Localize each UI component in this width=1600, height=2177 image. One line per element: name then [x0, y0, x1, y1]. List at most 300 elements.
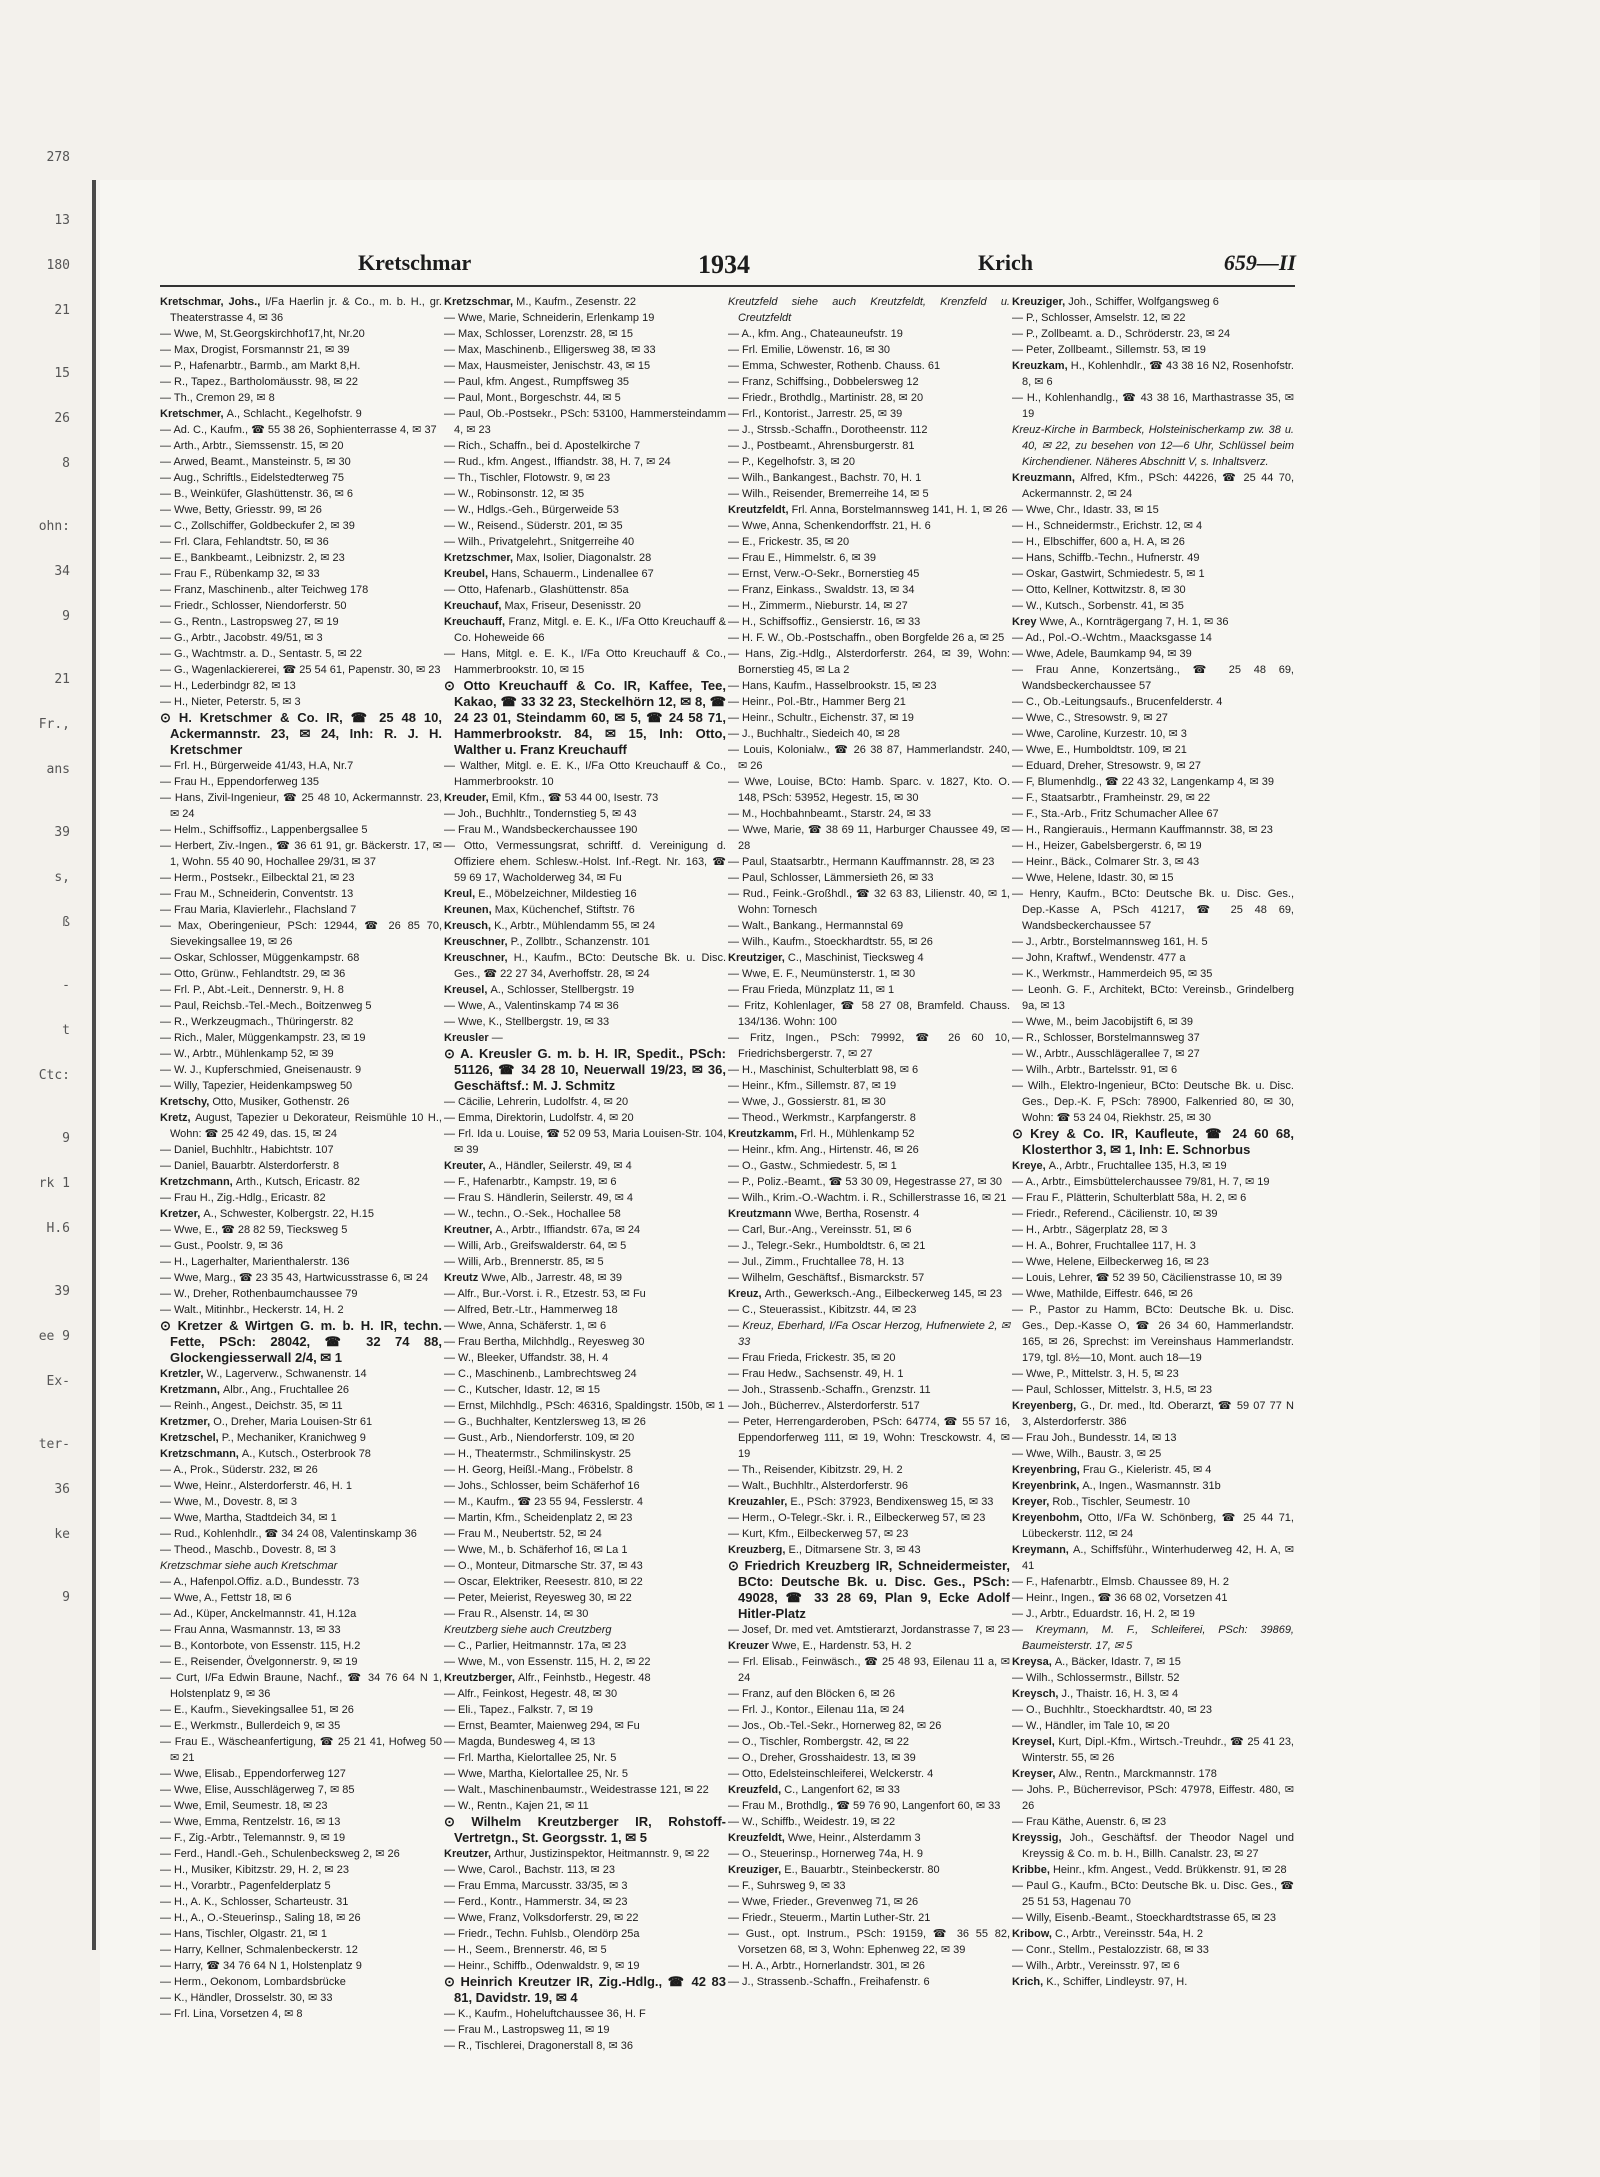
entry-surname: Kreuzfeldt,	[728, 1832, 788, 1844]
directory-entry	[444, 1750, 726, 1766]
entry-details: — Paul, Staatsarbtr., Hermann Kauffmannstr. 28, ✉ 23	[728, 856, 995, 868]
entry-details: — H., Schiffsoffiz., Gensierstr. 16, ✉ 33	[728, 616, 921, 628]
directory-entry	[444, 1926, 726, 1942]
firm-entry	[444, 1974, 726, 2006]
entry-details: — Walt., Maschinenbaumstr., Weidestrasse 121, ✉ 22	[444, 1784, 709, 1796]
directory-entry	[160, 1222, 442, 1238]
directory-entry	[160, 1094, 442, 1110]
entry-details: — Ernst, Milchhdlg., PSch: 46316, Spaldingstr. 150b, ✉ 1	[444, 1400, 725, 1412]
entry-details: — Aug., Schriftls., Eidelstedterweg 75	[160, 472, 345, 484]
entry-details: — Max, Drogist, Forsmannstr 21, ✉ 39	[160, 344, 350, 356]
directory-entry	[728, 822, 1010, 854]
directory-entry	[444, 1734, 726, 1750]
directory-entry	[444, 902, 726, 918]
directory-entry	[728, 1622, 1010, 1638]
entry-details: — W., Hdlgs.-Geh., Bürgerweide 53	[444, 504, 619, 516]
entry-details: A., Händler, Seilerstr. 49, ✉ 4	[488, 1160, 632, 1172]
entry-details: Wwe, A., Kornträgergang 7, H. 1, ✉ 36	[1039, 616, 1229, 628]
entry-details: — H. A., Bohrer, Fruchtallee 117, H. 3	[1012, 1240, 1196, 1252]
directory-entry	[728, 1254, 1010, 1270]
directory-entry	[1012, 1718, 1294, 1734]
entry-details: — Otto, Grünw., Fehlandtstr. 29, ✉ 36	[160, 968, 346, 980]
entry-surname: Kreyenbring,	[1012, 1464, 1083, 1476]
directory-entry	[444, 406, 726, 438]
entry-details: — H., Arbtr., Sägerplatz 28, ✉ 3	[1012, 1224, 1168, 1236]
directory-entry	[1012, 358, 1294, 390]
directory-entry	[160, 1878, 442, 1894]
entry-surname: Kreutzer,	[444, 1848, 495, 1860]
directory-entry	[444, 1126, 726, 1158]
directory-entry	[1012, 518, 1294, 534]
directory-entry	[444, 758, 726, 790]
entry-details: — K., Kaufm., Hoheluftchaussee 36, H. F	[444, 2008, 646, 2020]
entry-details: — Herm., O-Telegr.-Skr. i. R., Eilbeckerweg 57, ✉ 23	[728, 1512, 986, 1524]
directory-entry	[160, 1142, 442, 1158]
entry-details: — Friedr., Schlosser, Niendorferstr. 50	[160, 600, 347, 612]
entry-details: Hans, Schauerm., Lindenallee 67	[491, 568, 654, 580]
directory-entry	[728, 1958, 1010, 1974]
directory-entry	[728, 470, 1010, 486]
entry-details: — H., Maschinist, Schulterblatt 98, ✉ 6	[728, 1064, 919, 1076]
directory-entry	[444, 1382, 726, 1398]
margin-fragment: ohn:	[38, 519, 70, 534]
directory-entry	[444, 1670, 726, 1686]
directory-entry	[444, 1894, 726, 1910]
directory-entry	[444, 1574, 726, 1590]
entry-surname: Kreusler	[444, 1032, 492, 1044]
directory-entry	[444, 1718, 726, 1734]
directory-entry	[728, 1814, 1010, 1830]
directory-entry	[1012, 1814, 1294, 1830]
directory-entry	[728, 1878, 1010, 1894]
margin-fragment: 34	[54, 564, 70, 579]
entry-details: — Heinr., Schultr., Eichenstr. 37, ✉ 19	[728, 712, 914, 724]
directory-entry	[444, 1878, 726, 1894]
entry-details: — Frau Hedw., Sachsenstr. 49, H. 1	[728, 1368, 904, 1380]
directory-entry	[444, 2006, 726, 2022]
directory-entry	[160, 662, 442, 678]
directory-entry	[1012, 1926, 1294, 1942]
directory-entry	[160, 614, 442, 630]
entry-details: — Frau R., Alsenstr. 14, ✉ 30	[444, 1608, 589, 1620]
entry-details: — Frl., Kontorist., Jarrestr. 25, ✉ 39	[728, 408, 903, 420]
directory-entry	[1012, 790, 1294, 806]
entry-details: — Wilh., Schlossermstr., Billstr. 52	[1012, 1672, 1180, 1684]
directory-entry	[1012, 1510, 1294, 1542]
entry-details: — Max, Maschinenb., Elligersweg 38, ✉ 33	[444, 344, 656, 356]
directory-entry	[444, 1494, 726, 1510]
directory-entry	[1012, 390, 1294, 422]
directory-entry	[160, 598, 442, 614]
entry-details: — F., Hafenarbtr., Elmsb. Chaussee 89, H. 2	[1012, 1576, 1230, 1588]
directory-entry	[1012, 1782, 1294, 1814]
directory-entry	[444, 1446, 726, 1462]
directory-entry	[728, 1302, 1010, 1318]
directory-entry	[444, 950, 726, 982]
entry-details: — Heinr., Ingen., ☎ 36 68 02, Vorsetzen 41	[1012, 1592, 1228, 1604]
directory-entry	[728, 694, 1010, 710]
margin-fragment: ter-	[38, 1437, 70, 1452]
entry-details: — Frl. Lina, Vorsetzen 4, ✉ 8	[160, 2008, 303, 2020]
column-4	[1012, 294, 1294, 1988]
entry-details: Frl. H., Mühlenkamp 52	[800, 1128, 915, 1140]
directory-entry	[1012, 758, 1294, 774]
directory-entry	[444, 1654, 726, 1670]
directory-entry	[728, 854, 1010, 870]
directory-entry	[444, 1174, 726, 1190]
directory-entry	[160, 630, 442, 646]
entry-details: — R., Tischlerei, Dragonerstall 8, ✉ 36	[444, 2040, 633, 2052]
entry-details: Otto, I/Fa W. Schönberg, ☎ 25 44 71, Lübeckerstr. 112, ✉ 24	[1022, 1512, 1294, 1540]
entry-details: Alw., Rentn., Marckmannstr. 178	[1058, 1768, 1217, 1780]
entry-details: — O., Dreher, Grosshaidestr. 13, ✉ 39	[728, 1752, 916, 1764]
directory-entry	[1012, 1014, 1294, 1030]
directory-entry	[444, 1270, 726, 1286]
entry-details: — Wwe, Elise, Ausschlägerweg 7, ✉ 85	[160, 1784, 355, 1796]
entry-details: — Oskar, Schlosser, Müggenkampstr. 68	[160, 952, 360, 964]
directory-entry	[444, 1590, 726, 1606]
directory-entry	[728, 534, 1010, 550]
directory-entry	[728, 1286, 1010, 1302]
directory-entry	[1012, 1478, 1294, 1494]
directory-entry	[444, 1222, 726, 1238]
firm-entry	[728, 1558, 1010, 1622]
entry-details: Max, Küchenchef, Stiftstr. 76	[494, 904, 635, 916]
directory-entry	[1012, 1686, 1294, 1702]
entry-details: — E., Kaufm., Sievekingsallee 51, ✉ 26	[160, 1704, 354, 1716]
entry-details: — Louis, Kolonialw., ☎ 26 38 87, Hammerlandstr. 240, ✉ 26	[728, 744, 1010, 772]
entry-details: — Frau Emma, Marcusstr. 33/35, ✉ 3	[444, 1880, 628, 1892]
entry-details: — Ernst, Beamter, Maienweg 294, ✉ Fu	[444, 1720, 640, 1732]
entry-details: — H., Vorarbtr., Pagenfelderplatz 5	[160, 1880, 331, 1892]
entry-details: — C., Zollschiffer, Goldbeckufer 2, ✉ 39	[160, 520, 355, 532]
entry-details: — Frau M., Schneiderin, Conventstr. 13	[160, 888, 354, 900]
firm-entry	[160, 1318, 442, 1366]
entry-surname: Kreutzkamm,	[728, 1128, 801, 1140]
entry-details: Arth., Gewerksch.-Ang., Eilbeckerweg 145, ✉ 23	[764, 1288, 1002, 1300]
entry-details: — C., Kutscher, Idastr. 12, ✉ 15	[444, 1384, 600, 1396]
entry-details: — Wwe, A., Fettstr 18, ✉ 6	[160, 1592, 292, 1604]
entry-surname: Kreuzmann,	[1012, 472, 1081, 484]
directory-entry	[444, 1318, 726, 1334]
directory-entry	[728, 1222, 1010, 1238]
directory-entry	[444, 1238, 726, 1254]
directory-entry	[728, 1926, 1010, 1958]
entry-details: — Wwe, Betty, Griesstr. 99, ✉ 26	[160, 504, 322, 516]
entry-details: — Ernst, Verw.-O-Sekr., Bornerstieg 45	[728, 568, 920, 580]
entry-details: Wwe, E., Hardenstr. 53, H. 2	[772, 1640, 912, 1652]
entry-details: — Frl. J., Kontor., Eilenau 11a, ✉ 24	[728, 1704, 905, 1716]
directory-entry	[1012, 582, 1294, 598]
entry-details: — Otto, Vermessungsrat, schriftf. d. Vereinigung d. Offiziere ehem. Schlesw.-Holst. Inf.-Regt. Nr. 163, ☎ 59 69 17, Wacholderweg 34, ✉ Fu	[444, 840, 726, 884]
margin-fragment: ke	[54, 1527, 70, 1542]
directory-entry	[1012, 886, 1294, 934]
entry-details: A., Schiffsführ., Winterhuderweg 42, H. A, ✉ 41	[1022, 1544, 1294, 1572]
entry-details: — Walt., Mitinhbr., Heckerstr. 14, H. 2	[160, 1304, 344, 1316]
directory-entry	[160, 1862, 442, 1878]
entry-details: — Wwe, Mathilde, Eiffestr. 646, ✉ 26	[1012, 1288, 1193, 1300]
directory-entry	[1012, 934, 1294, 950]
directory-entry	[160, 950, 442, 966]
directory-entry	[1012, 1222, 1294, 1238]
directory-entry	[444, 1350, 726, 1366]
entry-surname: Kretzler,	[160, 1368, 207, 1380]
directory-entry	[160, 486, 442, 502]
entry-details: Max, Isolier, Diagonalstr. 28	[516, 552, 652, 564]
directory-entry	[444, 502, 726, 518]
directory-entry	[160, 758, 442, 774]
entry-details: Kretzschmar siehe auch Kretschmar	[160, 1560, 338, 1572]
directory-entry	[1012, 662, 1294, 694]
entry-details: — Franz, Einkass., Swaldstr. 13, ✉ 34	[728, 584, 915, 596]
entry-surname: Kretzschel,	[160, 1432, 222, 1444]
directory-entry	[1012, 1046, 1294, 1062]
directory-entry	[444, 1862, 726, 1878]
entry-details: A., Schwester, Kolbergstr. 22, H.15	[203, 1208, 375, 1220]
entry-details: — H., Schneidermstr., Erichstr. 12, ✉ 4	[1012, 520, 1203, 532]
directory-entry	[444, 598, 726, 614]
entry-details: C., Maschinist, Tiecksweg 4	[787, 952, 924, 964]
entry-details: — Gust., Arb., Niendorferstr. 109, ✉ 20	[444, 1432, 635, 1444]
directory-entry	[160, 1974, 442, 1990]
entry-details: A., Ingen., Wasmannstr. 31b	[1082, 1480, 1221, 1492]
margin-fragment: rk 1	[38, 1176, 70, 1191]
directory-entry	[728, 1398, 1010, 1414]
margin-fragment: ans	[46, 762, 70, 777]
margin-fragment: t	[62, 1023, 70, 1038]
entry-surname: Kreutner,	[444, 1224, 496, 1236]
margin-fragment: 8	[62, 456, 70, 471]
entry-details: Wwe, Bertha, Rosenstr. 4	[794, 1208, 920, 1220]
entry-surname: Kreuzer	[728, 1640, 773, 1652]
entry-details: — W., Schiffb., Weidestr. 19, ✉ 22	[728, 1816, 896, 1828]
entry-details: — Frau Anna, Wasmannstr. 13, ✉ 33	[160, 1624, 341, 1636]
directory-entry	[1012, 838, 1294, 854]
entry-details: — O., Monteur, Ditmarsche Str. 37, ✉ 43	[444, 1560, 643, 1572]
directory-entry	[160, 1078, 442, 1094]
directory-entry	[444, 486, 726, 502]
entry-details: Emil, Kfm., ☎ 53 44 00, Isestr. 73	[491, 792, 659, 804]
directory-entry	[1012, 742, 1294, 758]
entry-details: ⊙ Kretzer & Wirtgen G. m. b. H. IR, techn. Fette, PSch: 28042, ☎ 32 74 88, Glockengiesserwall 2/4, ✉ 1	[160, 1318, 442, 1365]
directory-entry	[1012, 1462, 1294, 1478]
directory-entry	[160, 1286, 442, 1302]
directory-entry	[160, 1430, 442, 1446]
entry-details: — J., Postbeamt., Ahrensburgerstr. 81	[728, 440, 915, 452]
entry-details: — Curt, I/Fa Edwin Braune, Nachf., ☎ 34 76 64 N 1, Holstenplatz 9, ✉ 36	[160, 1672, 442, 1700]
entry-details: — Rich., Schaffn., bei d. Apostelkirche 7	[444, 440, 641, 452]
entry-details: — Frl. P., Abt.-Leit., Dennerstr. 9, H. 8	[160, 984, 344, 996]
directory-entry	[728, 918, 1010, 934]
entry-details: — H., Lagerhalter, Marienthalerstr. 136	[160, 1256, 350, 1268]
directory-entry	[728, 1126, 1010, 1142]
entry-details: — W., Reisend., Süderstr. 201, ✉ 35	[444, 520, 623, 532]
entry-details: Kreutzberg siehe auch Creutzberg	[444, 1624, 612, 1636]
directory-entry	[444, 646, 726, 678]
entry-details: — Wwe, Marg., ☎ 23 35 43, Hartwicusstrasse 6, ✉ 24	[160, 1272, 429, 1284]
entry-details: E., Möbelzeichner, Mildestieg 16	[478, 888, 637, 900]
entry-surname: Kreul,	[444, 888, 479, 900]
directory-entry	[160, 534, 442, 550]
entry-surname: Kribow,	[1012, 1928, 1055, 1940]
directory-entry	[1012, 774, 1294, 790]
directory-entry	[160, 1942, 442, 1958]
entry-details: — Wwe, Helene, Idastr. 30, ✉ 15	[1012, 872, 1174, 884]
directory-entry	[160, 1638, 442, 1654]
entry-details: — Carl, Bur.-Ang., Vereinsstr. 51, ✉ 6	[728, 1224, 912, 1236]
entry-surname: Kreymann,	[1012, 1544, 1073, 1556]
directory-entry	[160, 582, 442, 598]
firm-entry	[444, 1814, 726, 1846]
directory-entry	[444, 1430, 726, 1446]
directory-entry	[160, 1238, 442, 1254]
entry-details: — Hans, Zig.-Hdlg., Alsterdorferstr. 264, ✉ 39, Wohn: Bornerstieg 45, ✉ La 2	[728, 648, 1010, 676]
entry-details: E., PSch: 37923, Bendixensweg 15, ✉ 33	[790, 1496, 994, 1508]
entry-details: — Frl. Elisab., Feinwäsch., ☎ 25 48 93, Eilenau 11 a, ✉ 24	[728, 1656, 1010, 1684]
entry-details: — A., Arbtr., Eimsbüttelerchaussee 79/81, H. 7, ✉ 19	[1012, 1176, 1270, 1188]
entry-details: A., Schlacht., Kegelhofstr. 9	[226, 408, 362, 420]
directory-entry	[1012, 1766, 1294, 1782]
directory-entry	[160, 1590, 442, 1606]
entry-details: — Frau Joh., Bundesstr. 14, ✉ 13	[1012, 1432, 1177, 1444]
directory-entry	[160, 1414, 442, 1430]
entry-details: — Paul, kfm. Angest., Rumpffsweg 35	[444, 376, 630, 388]
directory-entry	[160, 1254, 442, 1270]
entry-details: — Oskar, Gastwirt, Schmiedestr. 5, ✉ 1	[1012, 568, 1205, 580]
entry-details: — Wwe, E. F., Neumünsterstr. 1, ✉ 30	[728, 968, 916, 980]
directory-entry	[1012, 1590, 1294, 1606]
entry-details: — W., Bleeker, Uffandstr. 38, H. 4	[444, 1352, 609, 1364]
entry-details: — Willi, Arb., Brennerstr. 85, ✉ 5	[444, 1256, 604, 1268]
directory-entry	[728, 982, 1010, 998]
directory-entry	[1012, 854, 1294, 870]
directory-entry	[1012, 1542, 1294, 1574]
entry-details: — Wwe, A., Valentinskamp 74 ✉ 36	[444, 1000, 619, 1012]
entry-details: — Willi, Arb., Greifswalderstr. 64, ✉ 5	[444, 1240, 627, 1252]
directory-entry	[728, 1686, 1010, 1702]
adjacent-page-margin	[0, 150, 70, 2050]
directory-entry	[160, 566, 442, 582]
entry-details: — Rich., Maler, Müggenkampstr. 23, ✉ 19	[160, 1032, 366, 1044]
entry-details: — F., Zig.-Arbtr., Telemannstr. 9, ✉ 19	[160, 1832, 346, 1844]
directory-entry	[160, 790, 442, 822]
directory-entry	[444, 1798, 726, 1814]
entry-details: — W., Rentn., Kajen 21, ✉ 11	[444, 1800, 589, 1812]
entry-details: — Franz, Schiffsing., Dobbelersweg 12	[728, 376, 919, 388]
entry-details: — Wwe, Elisab., Eppendorferweg 127	[160, 1768, 346, 1780]
margin-fragment: -	[62, 978, 70, 993]
entry-details: — Wwe, Chr., Idastr. 33, ✉ 15	[1012, 504, 1159, 516]
entry-details: — Wwe, J., Gossierstr. 81, ✉ 30	[728, 1096, 886, 1108]
margin-fragment: H.6	[46, 1221, 70, 1236]
entry-surname: Kreuschner,	[444, 952, 514, 964]
entry-surname: Kretzer,	[160, 1208, 204, 1220]
directory-entry	[1012, 598, 1294, 614]
directory-entry	[1012, 1702, 1294, 1718]
entry-surname: Kreyenbrink,	[1012, 1480, 1083, 1492]
directory-entry	[444, 2022, 726, 2038]
entry-details: — Herbert, Ziv.-Ingen., ☎ 36 61 91, gr. Bäckerstr. 17, ✉ 1, Wohn. 55 40 90, Hochallee 29/31, ✉ 37	[160, 840, 442, 868]
directory-entry	[160, 1398, 442, 1414]
entry-details: K., Schiffer, Lindleystr. 97, H.	[1046, 1976, 1188, 1988]
entry-details: — F., Sta.-Arb., Fritz Schumacher Allee 67	[1012, 808, 1219, 820]
header-last-entry: Krich	[978, 250, 1033, 275]
directory-entry	[1012, 1430, 1294, 1446]
firm-entry	[444, 1046, 726, 1094]
entry-details: — Cäcilie, Lehrerin, Ludolfstr. 4, ✉ 20	[444, 1096, 629, 1108]
firm-entry	[1012, 1126, 1294, 1158]
directory-entry	[728, 518, 1010, 534]
directory-entry	[1012, 822, 1294, 838]
directory-entry	[1012, 1942, 1294, 1958]
directory-entry	[1012, 726, 1294, 742]
directory-entry	[1012, 1366, 1294, 1382]
entry-details: Arth., Kutsch, Ericastr. 82	[235, 1176, 360, 1188]
entry-details: — Th., Reisender, Kibitzstr. 29, H. 2	[728, 1464, 903, 1476]
entry-details: — R., Schlosser, Borstelmannsweg 37	[1012, 1032, 1200, 1044]
directory-entry	[728, 342, 1010, 358]
page-gutter-edge	[92, 180, 96, 1950]
directory-entry	[1012, 1078, 1294, 1126]
entry-surname: Krich,	[1012, 1976, 1047, 1988]
entry-details: — Wwe, M, St.Georgskirchhof17,ht, Nr.20	[160, 328, 365, 340]
entry-details: P., Zollbtr., Schanzenstr. 101	[510, 936, 650, 948]
entry-surname: Kretschy,	[160, 1096, 213, 1108]
directory-entry	[444, 342, 726, 358]
entry-surname: Kretz,	[160, 1112, 196, 1124]
entry-details: — Frau M., Neubertstr. 52, ✉ 24	[444, 1528, 602, 1540]
directory-entry	[160, 1558, 442, 1574]
directory-entry	[160, 470, 442, 486]
margin-fragment: 9	[62, 609, 70, 624]
header-year: 1934	[698, 250, 750, 279]
entry-details: — Alfred, Betr.-Ltr., Hammerweg 18	[444, 1304, 618, 1316]
directory-entry	[444, 1606, 726, 1622]
entry-details: — H., Lederbindgr 82, ✉ 13	[160, 680, 296, 692]
entry-details: ⊙ Otto Kreuchauff & Co. IR, Kaffee, Tee, Kakao, ☎ 33 32 23, Steckelhörn 12, ✉ 8, ☎ 24 23 01, Steindamm 60, ✉ 5, ☎ 24 58 71, Hammerbrookstr. 84, ✉ 15, Inh: Otto, Walther u. Franz Kreuchauff	[444, 678, 726, 757]
entry-details: — Frau E., Himmelstr. 6, ✉ 39	[728, 552, 876, 564]
entry-details: — Hans, Mitgl. e. E. K., I/Fa Otto Kreuchauff & Co., Hammerbrookstr. 10, ✉ 15	[444, 648, 726, 676]
entry-details: — W., Dreher, Rothenbaumchaussee 79	[160, 1288, 358, 1300]
entry-details: — A., Hafenpol.Offiz. a.D., Bundesstr. 73	[160, 1576, 360, 1588]
entry-details: — P., Kegelhofstr. 3, ✉ 20	[728, 456, 856, 468]
directory-entry	[160, 2006, 442, 2022]
directory-entry	[1012, 950, 1294, 966]
directory-entry	[728, 1974, 1010, 1990]
directory-entry	[160, 1510, 442, 1526]
entry-surname: Kreutzberger,	[444, 1672, 518, 1684]
entry-details: — Wwe, Anna, Schäferstr. 1, ✉ 6	[444, 1320, 607, 1332]
directory-entry	[160, 870, 442, 886]
entry-details: — Wilh., Bankangest., Bachstr. 70, H. 1	[728, 472, 922, 484]
entry-details: — Frau M., Brothdlg., ☎ 59 76 90, Langenfort 60, ✉ 33	[728, 1800, 1001, 1812]
directory-entry	[160, 1702, 442, 1718]
directory-entry	[728, 1158, 1010, 1174]
entry-details: C., Langenfort 62, ✉ 33	[784, 1784, 900, 1796]
directory-entry	[160, 422, 442, 438]
directory-entry	[444, 1094, 726, 1110]
entry-details: — Paul G., Kaufm., BCto: Deutsche Bk. u. Disc. Ges., ☎ 25 51 53, Hagenau 70	[1012, 1880, 1294, 1908]
entry-details: — Emma, Schwester, Rothenb. Chauss. 61	[728, 360, 941, 372]
entry-details: — Heinr., Pol.-Btr., Hammer Berg 21	[728, 696, 906, 708]
directory-entry	[1012, 694, 1294, 710]
column-2	[444, 294, 727, 2052]
entry-details: — Wwe, Wilh., Baustr. 3, ✉ 25	[1012, 1448, 1162, 1460]
entry-details: — Wwe, Marie, ☎ 38 69 11, Harburger Chaussee 49, ✉ 28	[728, 824, 1010, 852]
directory-entry	[444, 1542, 726, 1558]
directory-entry	[1012, 982, 1294, 1014]
entry-details: — Magda, Bundesweg 4, ✉ 13	[444, 1736, 596, 1748]
